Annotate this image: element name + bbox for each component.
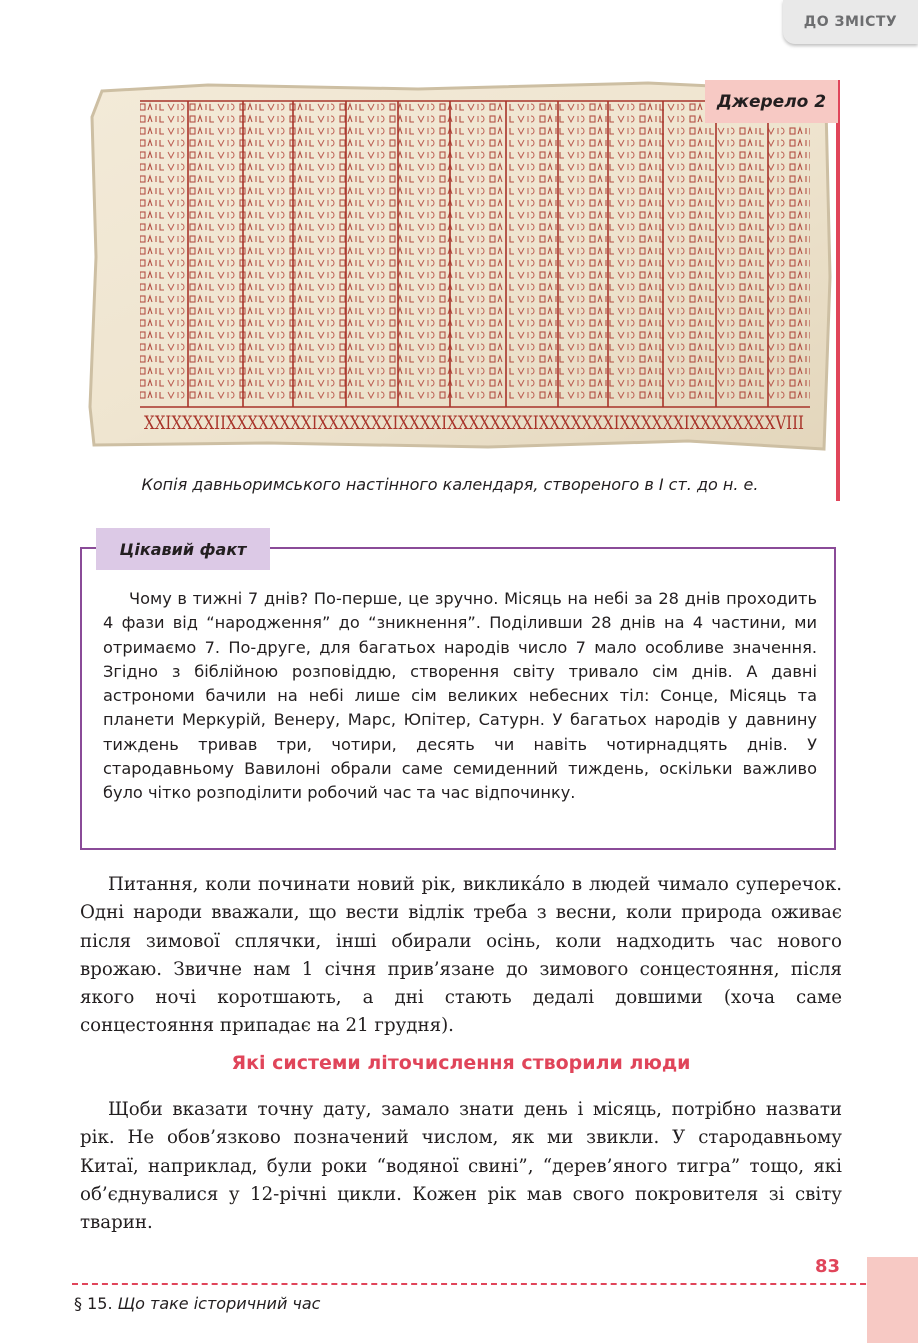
footer-section-title: Що таке історичний час (117, 1294, 321, 1313)
footer-divider (72, 1283, 886, 1285)
source-accent-bar (836, 80, 840, 501)
page-number: 83 (814, 1256, 840, 1277)
image-caption: Копія давньоримського настінного календаря, створеного в І ст. до н. е. (141, 475, 759, 494)
fact-text: Чому в тижні 7 днів? По-перше, це зручно. Місяць на небі за 28 днів проходить 4 фази від “народження” до “зникнення”. Поділивши 28 днів на 4 частини, ми отримаємо 7. По-друге, для багатьох народів число 7 мало особливе значення. Згідно з біблійною розповіддю, створення світу тривало сім днів. А давні астрономи бачили на небі лише сім великих небесних тіл: Сонце, Місяць та планети Меркурій, Венеру, Марс, Юпітер, Сатурн. У багатьох народів у давнину тиждень тривав три, чотири, десять чи навіть чотирнадцять днів. У стародавньому Вавилоні обрали саме семиденний тиждень, оскільки важливо було чітко розподілити робочий час та час відпочинку. (103, 589, 817, 803)
footer-tab (867, 1257, 918, 1343)
section-heading: Які системи літочислення створили люди (231, 1052, 691, 1074)
toc-button[interactable]: ДО ЗМІСТУ (783, 0, 918, 44)
source-label: Джерело 2 (705, 80, 838, 123)
footer-section-ref (74, 1294, 320, 1313)
body-paragraph-1: Питання, коли починати новий рік, виклика́ло в людей чимало суперечок. Одні народи вважали, що вести відлік треба з весни, коли природа оживає після зимової сплячки, інші обирали осінь, коли надходить час нового врожаю. Звичне нам 1 січня прив’язане до зимового сонцестояння, після якого ночі коротшають, а дні стають дедалі довшими (хоча саме сонцестояння припадає на 21 грудня). (80, 874, 842, 1037)
fact-label: Цікавий факт (96, 528, 270, 570)
calendar-numerals: XXIXXXXIIXXXXXXXXIXXXXXXXIXXXXIXXXXXXXXIXXXXXXXIXXXXXXIXXXXXXXXVIII (144, 412, 804, 434)
roman-calendar-image (88, 77, 833, 452)
body-paragraph-2: Щоби вказати точну дату, замало знати день і місяць, потрібно назвати рік. Не обов’язково позначений числом, як ми звикли. У стародавньому Китаї, наприклад, були роки “водяної свині”, “дерев’яного тигра” тощо, які об’єднувалися у 12-річні цикли. Кожен рік мав свого покровителя зі світу тварин. (80, 1099, 842, 1234)
footer-section-number: § 15. (74, 1294, 113, 1313)
